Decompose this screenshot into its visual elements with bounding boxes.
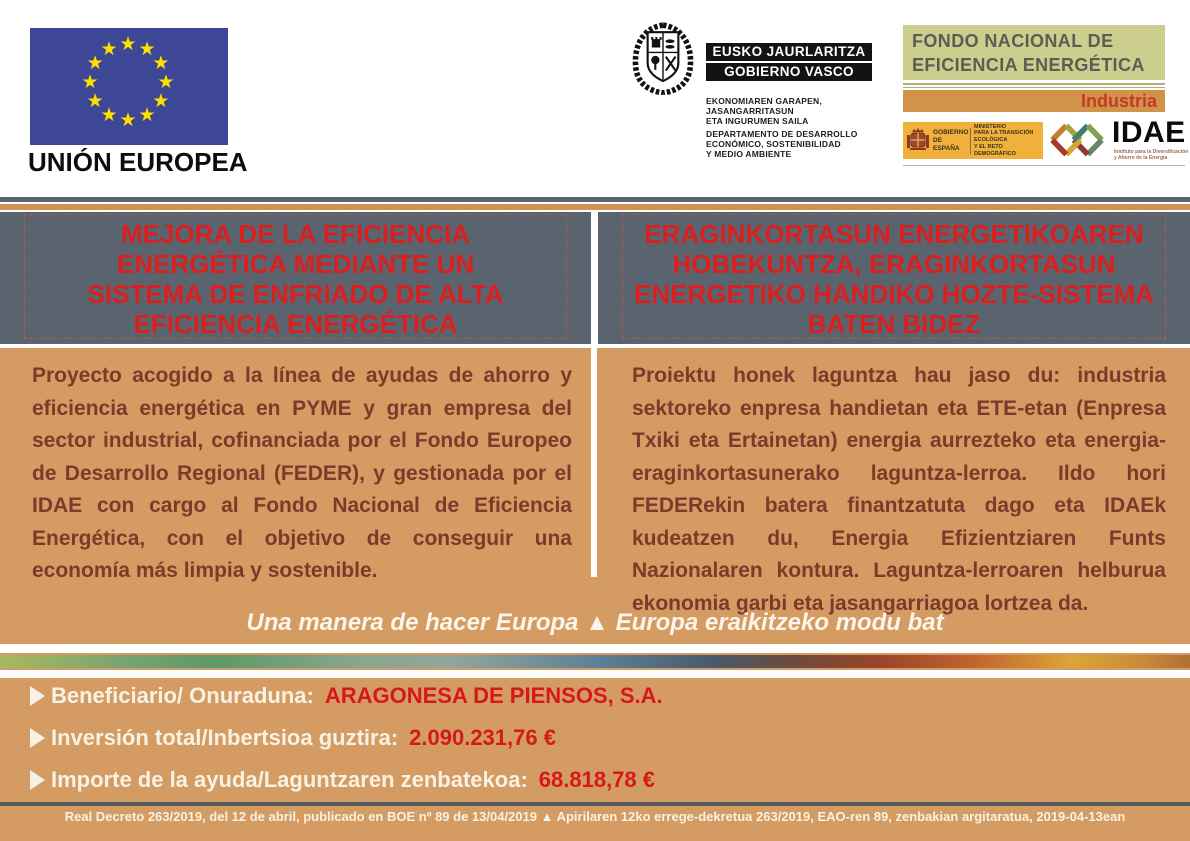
top-gold-bar [0, 204, 1190, 210]
detail-label: Beneficiario/ Onuraduna: [51, 683, 314, 708]
gobierno-espana-label: GOBIERNO DE ESPAÑA [933, 128, 969, 152]
divider [970, 128, 971, 154]
basque-coat-of-arms-icon [628, 21, 698, 95]
eusko-jaurlaritza-bar: EUSKO JAURLARITZA [706, 43, 872, 61]
footer-divider [0, 802, 1190, 806]
column-gap [591, 212, 598, 344]
eu-star-icon: ★ [157, 72, 175, 93]
eu-star-icon: ★ [119, 110, 137, 131]
industria-badge [903, 90, 1165, 112]
department-name-basque: EKONOMIAREN GARAPEN, JASANGARRITASUN ETA INGURUMEN SAILA [706, 96, 822, 126]
europe-slogan: Una manera de hacer Europa ▲ Europa eraikitzeko modu bat [246, 609, 944, 636]
idae-subtitle: Instituto para la Diversificación y Ahorro de la Energía [1114, 149, 1189, 161]
stripe-gradient [0, 655, 1190, 668]
bullet-triangle-icon [30, 728, 45, 748]
title-box-spanish [0, 212, 591, 344]
footer-decree-text: Real Decreto 263/2019, del 12 de abril, publicado en BOE nº 89 de 13/04/2019 ▲ Apirilaren 12ko errege-dekretua 263/2019, EAO-ren 89, zenbakian argitaratua, 2019-04-13ean [64, 809, 1126, 824]
gobierno-espana-logo [903, 122, 1043, 159]
eu-star-icon: ★ [100, 104, 118, 126]
detail-label: Inversión total/Inbertsioa guztira: [51, 725, 399, 750]
bullet-triangle-icon [30, 686, 45, 706]
project-title-basque: ERAGINKORTASUN ENERGETIKOAREN HOBEKUNTZA, ERAGINKORTASUN ENERGETIKO HANDIKO HOZTE-SISTEMA BATEN BIDEZ [633, 219, 1154, 339]
department-name-spanish: DEPARTAMENTO DE DESARROLLO ECONÓMICO, SOSTENIBILIDAD Y MEDIO AMBIENTE [706, 129, 858, 159]
detail-value: ARAGONESA DE PIENSOS, S.A. [324, 683, 663, 708]
divider [903, 87, 1165, 88]
detail-label: Importe de la ayuda/Laguntzaren zenbatekoa: [51, 767, 528, 792]
eu-star-icon: ★ [138, 104, 156, 126]
detail-row-beneficiary [30, 683, 663, 709]
gobierno-vasco-bar: GOBIERNO VASCO [706, 63, 872, 81]
ministry-label: MINISTERIO PARA LA TRANSICIÓN ECOLÓGICA Y EL RETO DEMOGRÁFICO [974, 123, 1034, 157]
eu-star-icon: ★ [86, 91, 104, 112]
spain-coat-of-arms-icon [906, 127, 930, 155]
stripe-white [0, 670, 1190, 678]
project-details [30, 683, 663, 793]
divider [903, 165, 1185, 166]
eu-star-icon: ★ [152, 91, 170, 112]
column-divider [591, 348, 597, 577]
project-description-basque: Proiektu honek laguntza hau jaso du: industria sektoreko enpresa handietan eta ETE-etan (Enpresa Txiki eta Ertainetan) energia aurrezteko eta energia-eraginkortasunerako laguntza-lerroa. Ildo hori FEDERekin batera finantzatuta dago eta IDAEk kudeatzen du, Energia Efizientziaren Funts Nazionalaren kontura. Laguntza-lerroaren helburua ekonomia garbi eta jasangarriagoa lortzea da. [632, 364, 1166, 615]
eu-star-icon: ★ [152, 53, 170, 74]
project-title-spanish: MEJORA DE LA EFICIENCIA ENERGÉTICA MEDIANTE UN SISTEMA DE ENFRIADO DE ALTA EFICIENCIA ENERGÉTICA [87, 219, 504, 339]
eu-star-icon: ★ [100, 39, 118, 61]
bullet-triangle-icon [30, 770, 45, 790]
eu-star-icon: ★ [119, 34, 137, 55]
fondo-nacional-box [903, 25, 1165, 80]
detail-row-investment [30, 725, 663, 751]
idae-logo-icon [1046, 119, 1108, 161]
title-box-basque [598, 212, 1190, 344]
stripe-white [0, 644, 1190, 653]
eu-star-icon: ★ [86, 53, 104, 74]
detail-value: 2.090.231,76 € [409, 725, 556, 750]
idae-wordmark: IDAE [1112, 116, 1186, 149]
fondo-nacional-title: FONDO NACIONAL DE EFICIENCIA ENERGÉTICA [912, 31, 1145, 75]
industria-label: Industria [1080, 91, 1157, 111]
detail-row-aid-amount [30, 767, 663, 793]
eu-label: UNIÓN EUROPEA [28, 147, 248, 177]
main-section [0, 197, 1190, 841]
detail-value: 68.818,78 € [538, 767, 656, 792]
basque-government-wordmark [706, 43, 872, 83]
eu-star-icon: ★ [138, 39, 156, 61]
eu-star-icon: ★ [81, 72, 99, 93]
eu-flag [30, 28, 228, 145]
project-description-spanish: Proyecto acogido a la línea de ayudas de ahorro y eficiencia energética en PYME y gran empresa del sector industrial, cofinanciada por el Fondo Europeo de Desarrollo Regional (FEDER), y gestionada por el IDAE con cargo al Fondo Nacional de Eficiencia Energética, con el objetivo de conseguir una economía más limpia y sostenible. [32, 364, 572, 582]
top-slate-bar [0, 197, 1190, 202]
divider [903, 83, 1165, 85]
